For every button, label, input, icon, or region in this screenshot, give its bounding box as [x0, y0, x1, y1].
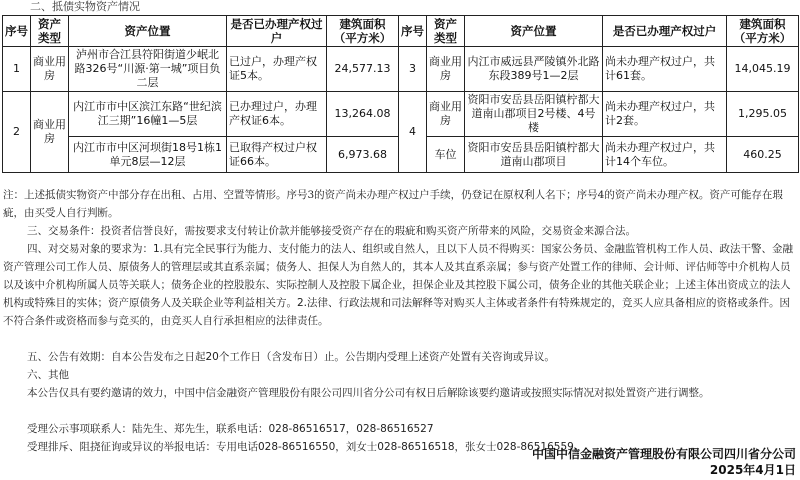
location-cell: 内江市市中区滨江东路“世纪滨江三期”16幢1—5层: [69, 92, 227, 137]
location-cell: 资阳市安岳县岳阳镇柠都大道南山郡项目2号楼、4号楼: [465, 92, 603, 137]
report-hotline: 受理排斥、阻挠征询或异议的举报电话：专用电话028-86516550，刘女士028-86516518，张女士028-86516559。: [27, 441, 585, 453]
seq-cell: 1: [3, 47, 31, 92]
section-trade-conditions: 三、交易条件：投资者信誉良好，需按要求支付转让价款并能够接受资产存在的瑕疵和购买资产所带来的风险，交易资金来源合法。: [27, 225, 636, 237]
location-cell: 内江市威远县严陵镇外北路东段389号1—2层: [465, 47, 603, 92]
header-area: 建筑面积（平方米）: [727, 16, 799, 47]
type-cell: 商业用房: [427, 47, 465, 92]
header-type: 资产类型: [31, 16, 69, 47]
section-buyer-requirements: 四、对交易对象的要求为：1.具有完全民事行为能力、支付能力的法人、组织或自然人，且以下人员不得购买：国家公务员、金融监管机构工作人员、政法干警、金融资产管理公司工作人员、原债务人的管理层或其直系亲属；债务人、担保人为自然人的，其本人及其直系亲属；参与资产处置工作的律师、会计师、评估师等中介机构人员以及该中介机构所属人员等关联人；债务企业的控股股东、实际控制人及控股下属企业，担保企业及其控股下属公司，债务企业的其他关联企业；上述主体出资成立的法人机构或特殊目的实体；资产原债务人及关联企业等利益相关方。2.法律、行政法规和司法解释等对购买人主体或者条件有特殊规定的，竞买人应具备相应的资格或条件。因不符合条件或资格而参与竞买的，由竞买人自行承担相应的法律责任。: [3, 243, 794, 327]
status-cell: 已办理过户，办理产权证6本。: [227, 92, 327, 137]
seq-cell: 4: [399, 92, 427, 173]
table-note: 注：上述抵债实物资产中部分存在出租、占用、空置等情形。序号3的资产尚未办理产权过户手续，仍登记在原权利人名下；序号4的资产尚未办理产权。资产可能存在瑕疵，由买受人自行判断。: [3, 189, 783, 219]
table-header-row: [3, 16, 799, 47]
contact-info: 受理公示事项联系人：陆先生、郑先生，联系电话：028-86516517，028-86516527: [27, 423, 434, 435]
header-type: 资产类型: [427, 16, 465, 47]
area-cell: 6,973.68: [327, 137, 399, 173]
table-row: [3, 47, 799, 92]
type-cell: 商业用房: [31, 92, 69, 173]
section-other-body: 本公告仅具有要约邀请的效力，中国中信金融资产管理股份有限公司四川省分公司有权日后解除该要约邀请或按照实际情况对拟处置资产进行调整。: [27, 387, 710, 399]
status-cell: 已取得产权过户权证66本。: [227, 137, 327, 173]
area-cell: 14,045.19: [727, 47, 799, 92]
asset-table: [2, 15, 799, 173]
section-heading: 二、抵债实物资产情况: [30, 0, 140, 13]
header-seq: 序号: [399, 16, 427, 47]
area-cell: 24,577.13: [327, 47, 399, 92]
status-cell: 尚未办理产权过户，共计2套。: [603, 92, 727, 137]
section-validity: 五、公告有效期：自本公告发布之日起20个工作日（含发布日）止。公告期内受理上述资产处置有关咨询或异议。: [27, 351, 555, 363]
header-location: 资产位置: [465, 16, 603, 47]
area-cell: 1,295.05: [727, 92, 799, 137]
header-location: 资产位置: [69, 16, 227, 47]
status-cell: 尚未办理产权过户，共计61套。: [603, 47, 727, 92]
header-title-status: 是否已办理产权过户: [603, 16, 727, 47]
status-cell: 已过户，办理产权证5本。: [227, 47, 327, 92]
section-other-title: 六、其他: [27, 369, 69, 381]
location-cell: 内江市市中区河坝街18号1栋1单元8层—12层: [69, 137, 227, 173]
area-cell: 13,264.08: [327, 92, 399, 137]
area-cell: 460.25: [727, 137, 799, 173]
header-seq: 序号: [3, 16, 31, 47]
type-cell: 商业用房: [427, 92, 465, 137]
header-title-status: 是否已办理产权过户: [227, 16, 327, 47]
header-area: 建筑面积（平方米）: [327, 16, 399, 47]
table-row: [3, 92, 799, 137]
type-cell: 车位: [427, 137, 465, 173]
status-cell: 尚未办理产权过户，共计14个车位。: [603, 137, 727, 173]
seq-cell: 2: [3, 92, 31, 173]
signature-date: 2025年4月1日: [709, 463, 796, 477]
location-cell: 泸州市合江县符阳街道少岷北路326号“川源·第一城”项目负二层: [69, 47, 227, 92]
signature-company: 中国中信金融资产管理股份有限公司四川省分公司: [531, 447, 796, 461]
seq-cell: 3: [399, 47, 427, 92]
location-cell: 资阳市安岳县岳阳镇柠都大道南山郡项目: [465, 137, 603, 173]
type-cell: 商业用房: [31, 47, 69, 92]
